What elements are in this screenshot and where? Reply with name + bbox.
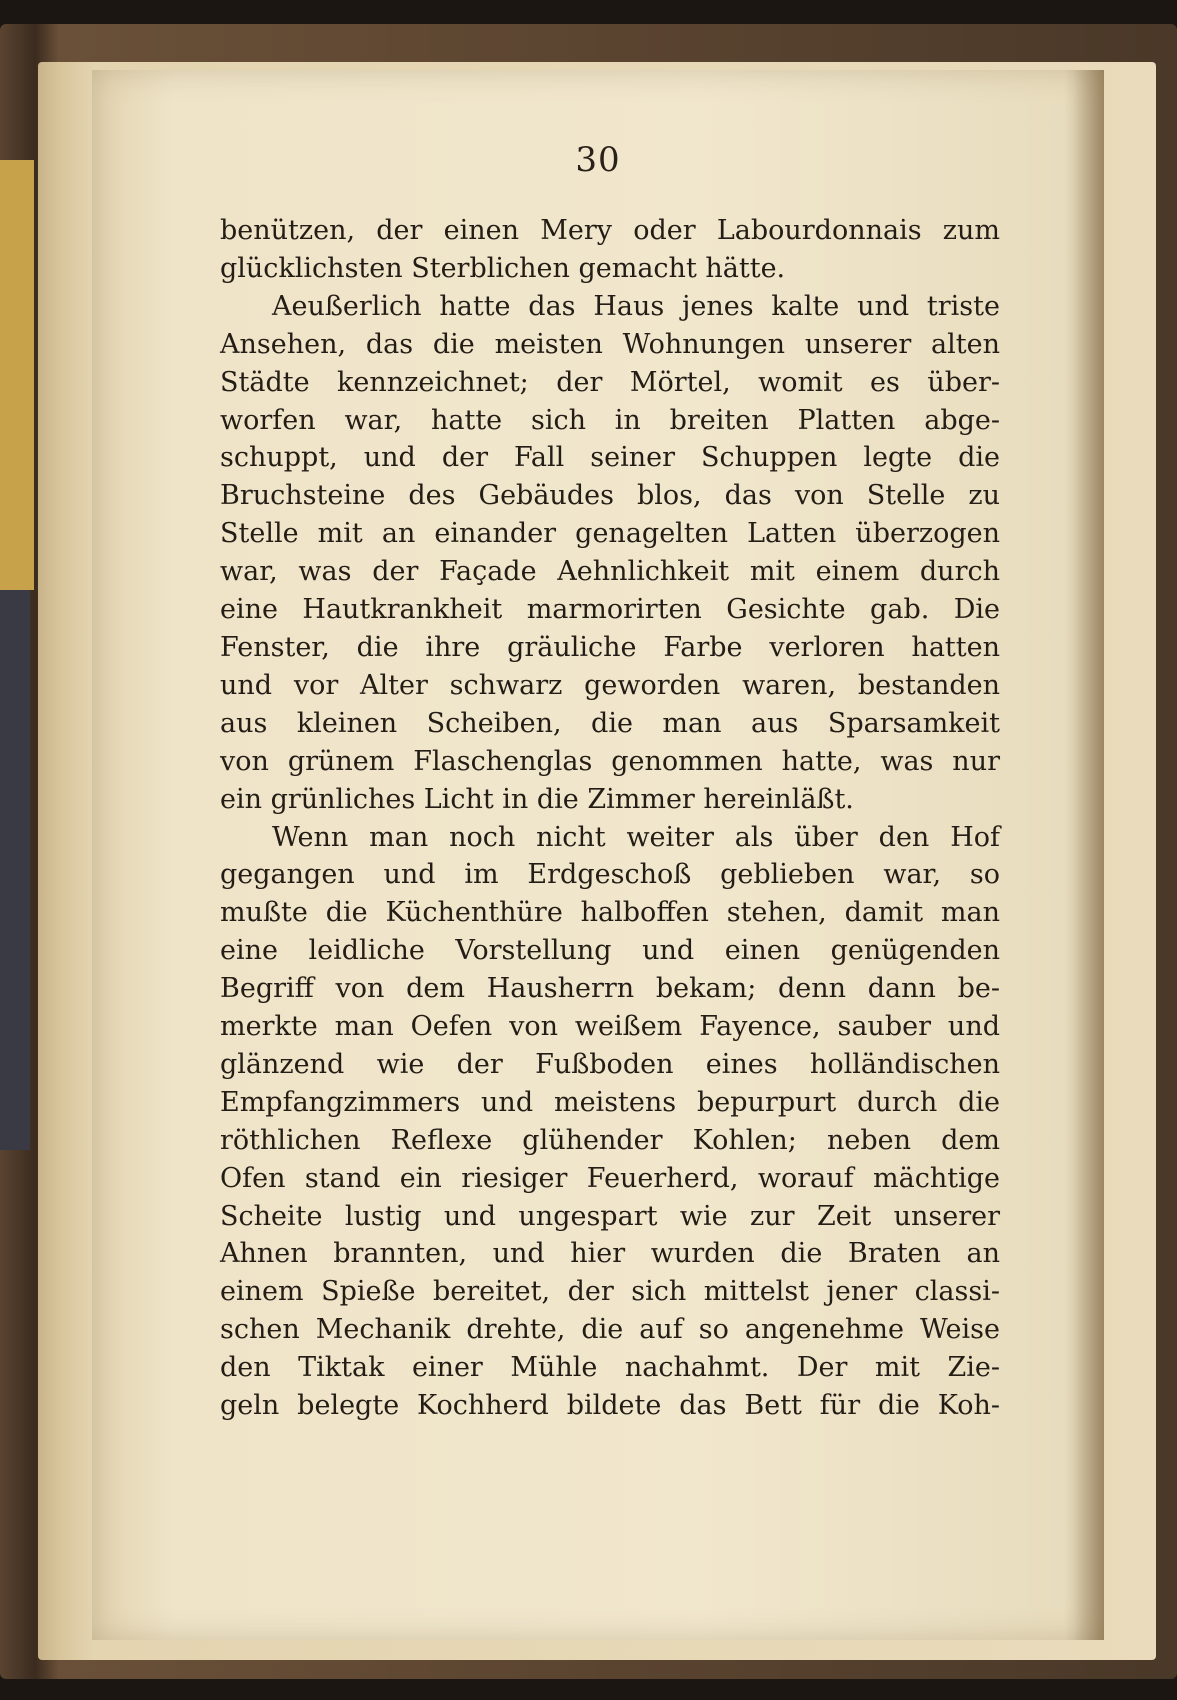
text-line: Städte kennzeichnet; der Mörtel, womit es über- <box>220 366 1000 398</box>
text-line: Ansehen, das die meisten Wohnungen unserer alten <box>220 328 1000 360</box>
text-line: eine leidliche Vorstellung und einen genügenden <box>220 935 1000 967</box>
spine-strip-dark <box>0 590 30 1150</box>
text-line: worfen war, hatte sich in breiten Platten abge- <box>220 404 1000 436</box>
page-number: 30 <box>575 140 621 180</box>
body-text <box>220 212 1000 1425</box>
text-line: merkte man Oefen von weißem Fayence, sauber und <box>220 1011 1000 1043</box>
text-line: schuppt, und der Fall seiner Schuppen legte die <box>220 442 1000 474</box>
text-line: geln belegte Kochherd bildete das Bett für die Koh- <box>220 1390 1000 1422</box>
text-line: aus kleinen Scheiben, die man aus Sparsamkeit <box>220 707 1000 739</box>
text-line: war, was der Façade Aehnlichkeit mit einem durch <box>220 556 1000 588</box>
spine-strip-gold <box>0 160 34 590</box>
text-line: mußte die Küchenthüre halboffen stehen, damit man <box>220 897 1000 929</box>
text-line: Bruchsteine des Gebäudes blos, das von Stelle zu <box>220 480 1000 512</box>
text-line: Aeußerlich hatte das Haus jenes kalte und triste <box>272 290 1000 322</box>
text-line: Fenster, die ihre gräuliche Farbe verloren hatten <box>220 631 1000 663</box>
text-line: Empfangzimmers und meistens bepurpurt durch die <box>220 1086 1000 1118</box>
text-line: Begriff von dem Hausherrn bekam; denn dann be- <box>220 973 1000 1005</box>
text-line: glücklichsten Sterblichen gemacht hätte. <box>220 252 786 284</box>
text-line: Wenn man noch nicht weiter als über den Hof <box>272 821 1000 853</box>
book-page <box>92 70 1104 1640</box>
page-shadow <box>1064 70 1104 1640</box>
text-line: glänzend wie der Fußboden eines holländischen <box>220 1048 1000 1080</box>
text-line: von grünem Flaschenglas genommen hatte, was nur <box>220 745 1000 777</box>
text-line: schen Mechanik drehte, die auf so angenehme Weise <box>220 1314 1000 1346</box>
text-line: Stelle mit an einander genagelten Latten überzogen <box>220 518 1000 550</box>
text-line: einem Spieße bereitet, der sich mittelst jener classi- <box>220 1276 1000 1308</box>
text-line: Ofen stand ein riesiger Feuerherd, worauf mächtige <box>220 1162 1000 1194</box>
text-line: Ahnen brannten, und hier wurden die Braten an <box>220 1238 1000 1270</box>
text-line: und vor Alter schwarz geworden waren, bestanden <box>220 669 1000 701</box>
text-line: den Tiktak einer Mühle nachahmt. Der mit Zie- <box>220 1352 1000 1384</box>
text-line: ein grünliches Licht in die Zimmer hereinläßt. <box>220 783 854 815</box>
text-line: benützen, der einen Mery oder Labourdonnais zum <box>220 215 1000 246</box>
text-line: röthlichen Reflexe glühender Kohlen; neben dem <box>220 1124 1000 1156</box>
text-line: eine Hautkrankheit marmorirten Gesichte gab. Die <box>220 594 1000 626</box>
text-line: gegangen und im Erdgeschoß geblieben war, so <box>220 859 1000 891</box>
text-line: Scheite lustig und ungespart wie zur Zeit unserer <box>220 1200 1000 1232</box>
